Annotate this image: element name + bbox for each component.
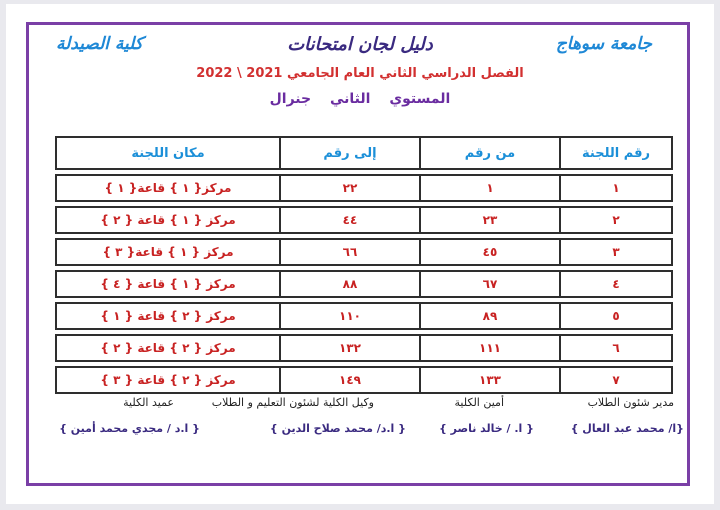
student-affairs-director-name: {ا/ محمد عبد العال } [570, 422, 684, 435]
vice-dean-title: وكيل الكلية لشئون التعليم و الطلاب [211, 396, 374, 409]
dean-title: عميد الكلية [123, 396, 174, 409]
col-header-committee-no: رقم اللجنة [559, 136, 673, 170]
cell-committee-no: ٥ [559, 302, 673, 330]
cell-location: مركز { ١ } قاعة{ ٣ } [55, 238, 279, 266]
cell-location: مركز { ١ } قاعة { ٤ } [55, 270, 279, 298]
semester-line: الفصل الدراسي الثاني العام الجامعي 2021 \ 2022 [196, 66, 524, 81]
cell-location: مركز { ٢ } قاعة { ٣ } [55, 366, 279, 394]
dean-name: { ا.د / مجدي محمد أمين } [59, 422, 200, 435]
cell-to-no: ٢٢ [279, 174, 419, 202]
cell-from-no: ١١١ [419, 334, 559, 362]
level-line [6, 91, 714, 107]
table-row [55, 206, 673, 234]
vice-dean-name: { ا.د/ محمد صلاح الدين } [269, 422, 406, 435]
cell-location: مركز { ٢ } قاعة { ١ } [55, 302, 279, 330]
table-row [55, 334, 673, 362]
cell-from-no: ٢٣ [419, 206, 559, 234]
cell-location: مركز{ ١ } قاعة{ ١ } [55, 174, 279, 202]
cell-committee-no: ٧ [559, 366, 673, 394]
cell-committee-no: ١ [559, 174, 673, 202]
cell-committee-no: ٣ [559, 238, 673, 266]
cell-to-no: ٦٦ [279, 238, 419, 266]
cell-committee-no: ٦ [559, 334, 673, 362]
committee-table [55, 132, 673, 398]
cell-from-no: ٦٧ [419, 270, 559, 298]
cell-committee-no: ٢ [559, 206, 673, 234]
cell-from-no: ٨٩ [419, 302, 559, 330]
cell-to-no: ٤٤ [279, 206, 419, 234]
cell-from-no: ١٣٣ [419, 366, 559, 394]
col-header-from-no: من رقم [419, 136, 559, 170]
cell-location: مركز { ١ } قاعة { ٢ } [55, 206, 279, 234]
table-header-row [55, 136, 673, 170]
faculty-name: كلية الصيدلة [56, 34, 143, 54]
table-row [55, 366, 673, 394]
col-header-location: مكان اللجنة [55, 136, 279, 170]
table-row [55, 270, 673, 298]
cell-to-no: ١٣٢ [279, 334, 419, 362]
page-title: دليل لجان امتحانات [287, 34, 433, 55]
cell-from-no: ١ [419, 174, 559, 202]
level-label: المستوي الثاني [330, 91, 451, 107]
table-row [55, 302, 673, 330]
cell-from-no: ٤٥ [419, 238, 559, 266]
cell-to-no: ١١٠ [279, 302, 419, 330]
student-affairs-director-title: مدير شئون الطلاب [587, 396, 674, 409]
faculty-secretary-name: { ا. / خالد ناصر } [438, 422, 534, 435]
cell-location: مركز { ٢ } قاعة { ٢ } [55, 334, 279, 362]
table-row [55, 174, 673, 202]
col-header-to-no: إلى رقم [279, 136, 419, 170]
program-label: جنرال [269, 91, 312, 107]
cell-to-no: ٨٨ [279, 270, 419, 298]
cell-to-no: ١٤٩ [279, 366, 419, 394]
table-row [55, 238, 673, 266]
university-name: جامعة سوهاج [555, 34, 652, 54]
document-sheet [6, 4, 714, 504]
faculty-secretary-title: أمين الكلية [454, 396, 504, 409]
cell-committee-no: ٤ [559, 270, 673, 298]
